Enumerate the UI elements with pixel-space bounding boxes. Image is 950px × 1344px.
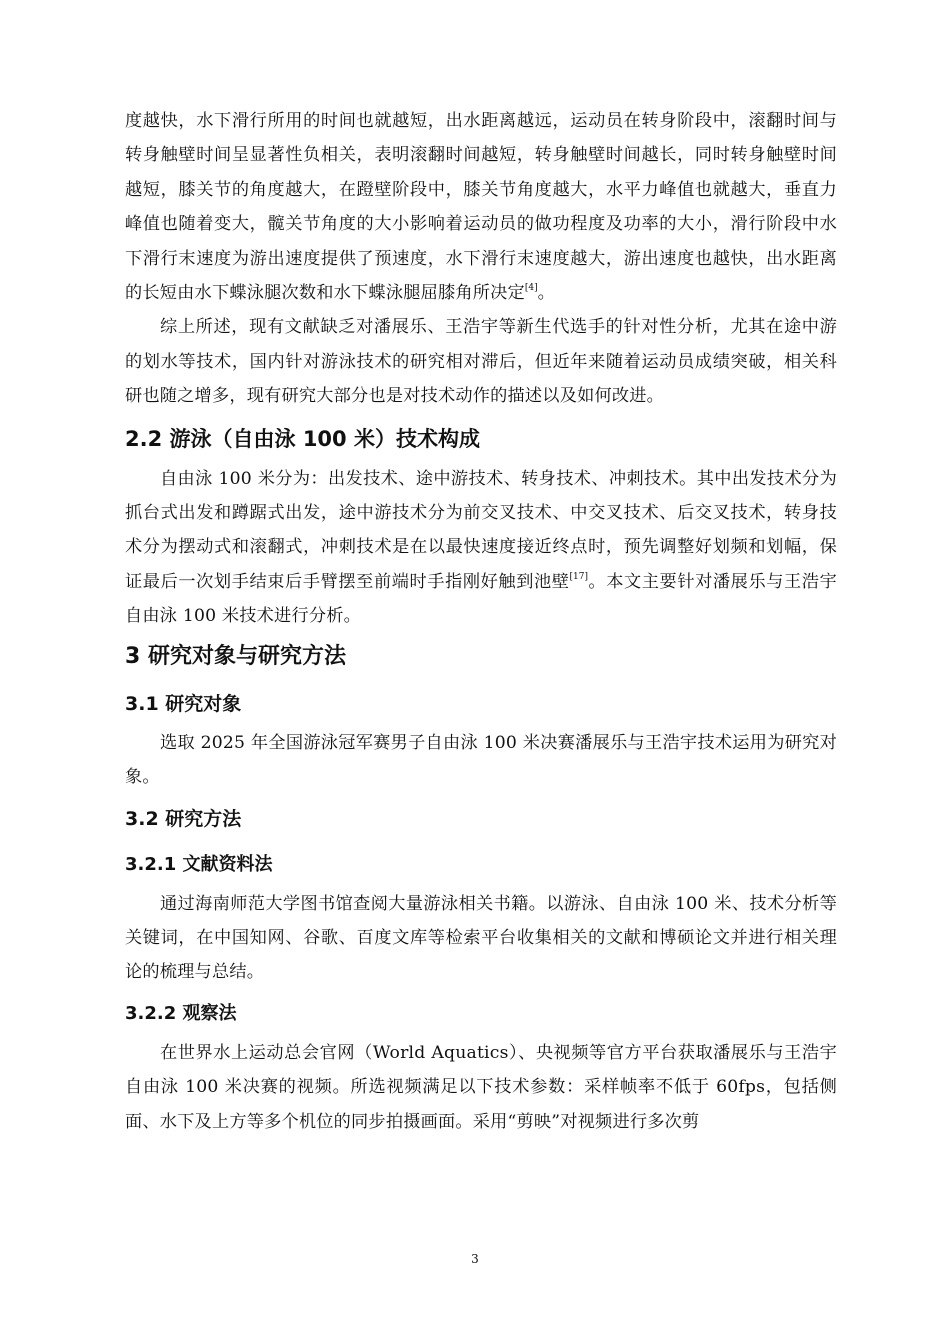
section-heading: 3.2 研究方法 — [125, 807, 242, 830]
subsection-heading: 3.2.1 文献资料法 — [125, 853, 273, 875]
paragraph-text: 度越快，水下滑行所用的时间也就越短，出水距离越远，运动员在转身阶段中，滚翻时间与转身触壁时间呈显著性负相关，表明滚翻时间越短，转身触壁时间越长，同时转身触壁时间越短，膝关节的角度越大，在蹬壁阶段中，膝关节角度越大，水平力峰值也就越大，垂直力峰值也随着变大，髋关节角度的大小影响着运动员的做功程度及功率的大小，滑行阶段中水下滑行末速度为游出速度提供了预速度，水下滑行末速度越大，游出速度也越快，出水距离的长短由水下蝶泳腿次数和水下蝶泳腿屈膝角所决定 — [125, 111, 837, 304]
paragraph-text: 综上所述，现有文献缺乏对潘展乐、王浩宇等新生代选手的针对性分析，尤其在途中游的划水等技术，国内针对游泳技术的研究相对滞后，但近年来随着运动员成绩突破，相关科研也随之增多，现有研究大部分也是对技术动作的描述以及如何改进。 — [125, 317, 837, 407]
paragraph-text: 自由泳 100 米分为：出发技术、途中游技术、转身技术、冲刺技术。其中出发技术分为抓台式出发和蹲踞式出发，途中游技术分为前交叉技术、中交叉技术、后交叉技术，转身技术分为摆动式和滚翻式，冲刺技术是在以最快速度接近终点时，预先调整好划频和划幅，保证最后一次划手结束后手臂摆至前端时手指刚好触到池壁 — [125, 468, 837, 592]
citation: [4] — [524, 283, 538, 294]
chapter-heading: 3 研究对象与研究方法 — [125, 643, 346, 669]
page-number: 3 — [471, 1252, 479, 1266]
paragraph-tail: 。本文主要针对潘展乐与王浩宇自由泳 100 米技术进行分析。 — [125, 571, 837, 627]
paragraph-tail: 。 — [537, 283, 556, 304]
body-paragraph — [125, 462, 837, 634]
citation: [17] — [569, 571, 589, 582]
paragraph-text: 通过海南师范大学图书馆查阅大量游泳相关书籍。以游泳、自由泳 100 米、技术分析等关键词，在中国知网、谷歌、百度文库等检索平台收集相关的文献和博硕论文并进行相关理论的梳理与总结。 — [125, 893, 837, 983]
body-paragraph — [125, 726, 837, 795]
section-heading: 3.1 研究对象 — [125, 692, 242, 715]
subsection-heading: 3.2.2 观察法 — [125, 1002, 237, 1024]
body-paragraph — [125, 1036, 837, 1139]
body-paragraph — [125, 887, 837, 990]
paragraph-text: 选取 2025 年全国游泳冠军赛男子自由泳 100 米决赛潘展乐与王浩宇技术运用为研究对象。 — [125, 732, 837, 788]
paragraph-text: 在世界水上运动总会官网（World Aquatics）、央视频等官方平台获取潘展乐与王浩宇自由泳 100 米决赛的视频。所选视频满足以下技术参数：采样帧率不低于 60fps，包括侧面、水下及上方等多个机位的同步拍摄画面。采用“剪映”对视频进行多次剪 — [125, 1042, 837, 1132]
body-paragraph — [125, 104, 837, 310]
section-heading: 2.2 游泳（自由泳 100 米）技术构成 — [125, 426, 480, 451]
paper-page — [125, 104, 837, 1139]
body-paragraph — [125, 310, 837, 413]
